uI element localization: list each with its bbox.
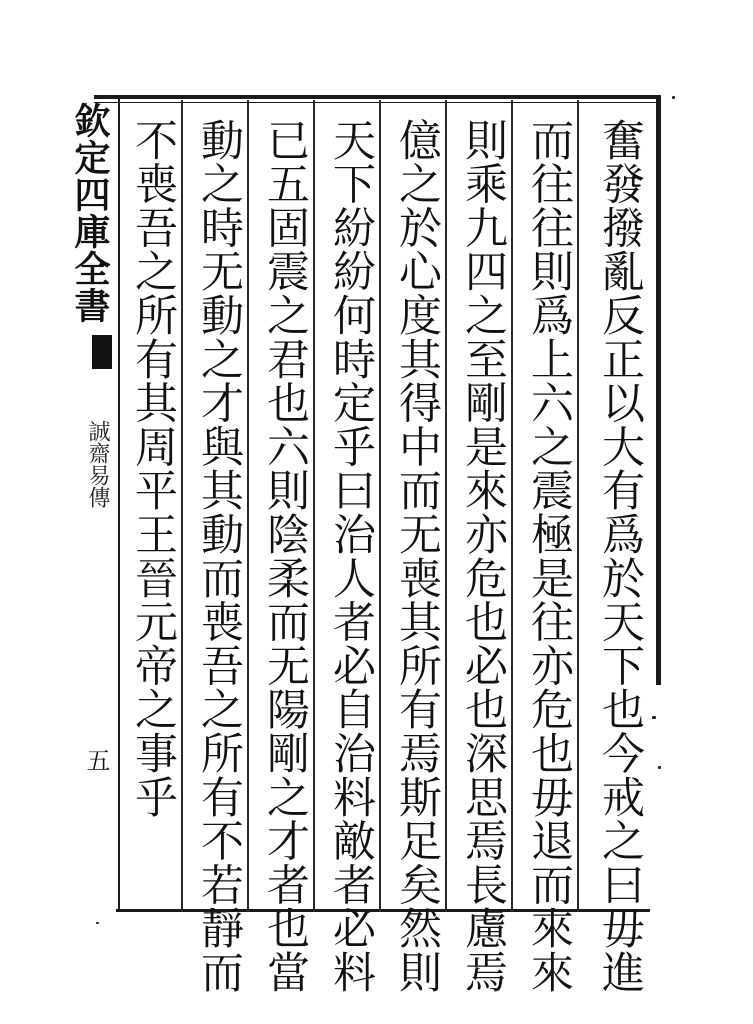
- text-column-6: [257, 118, 313, 994]
- scan-speck: [672, 96, 675, 99]
- column-text: 動之時无動之才與其動而喪吾之所有不若靜而: [194, 118, 244, 994]
- column-text: 已五固震之君也六則陰柔而无陽剛之才者也當: [260, 118, 310, 994]
- collection-title: 欽定四庫全書: [69, 102, 111, 324]
- left-edge-border: [118, 99, 120, 911]
- top-border: [94, 95, 660, 99]
- text-column-1: [592, 118, 648, 994]
- column-text: 則乘九四之至剛是來亦危也必也深思焉長慮焉: [458, 118, 508, 994]
- book-title: 誠齋易傳: [85, 420, 110, 508]
- text-column-2: [521, 118, 577, 994]
- column-text: 而往往則爲上六之震極是往亦危也毋退而來來: [524, 118, 574, 994]
- right-border: [656, 95, 661, 685]
- column-divider: [247, 100, 249, 912]
- column-text: 天下紛紛何時定乎曰治人者必自治料敵者必料: [326, 118, 376, 994]
- column-divider: [181, 100, 183, 912]
- column-divider: [577, 100, 579, 912]
- scan-speck: [96, 922, 99, 924]
- column-divider: [445, 100, 447, 912]
- text-column-3: [455, 118, 511, 994]
- column-text: 奮發撥亂反正以大有爲於天下也今戒之曰毋進: [595, 118, 645, 994]
- scan-speck: [652, 716, 656, 719]
- text-column-4: [389, 118, 445, 994]
- top-border-inner: [94, 102, 660, 103]
- column-text: 億之於心度其得中而无喪其所有焉斯足矣然則: [392, 118, 442, 994]
- text-column-8: [125, 118, 181, 898]
- text-column-5: [323, 118, 379, 994]
- column-text: 不喪吾之所有其周平王晉元帝之事乎: [128, 118, 178, 819]
- page-number: 五: [82, 748, 110, 772]
- scan-speck: [658, 766, 661, 769]
- column-divider: [379, 100, 381, 912]
- edge-black-block: [92, 335, 112, 369]
- text-column-7: [191, 118, 247, 994]
- column-divider: [313, 100, 315, 912]
- column-divider: [511, 100, 513, 912]
